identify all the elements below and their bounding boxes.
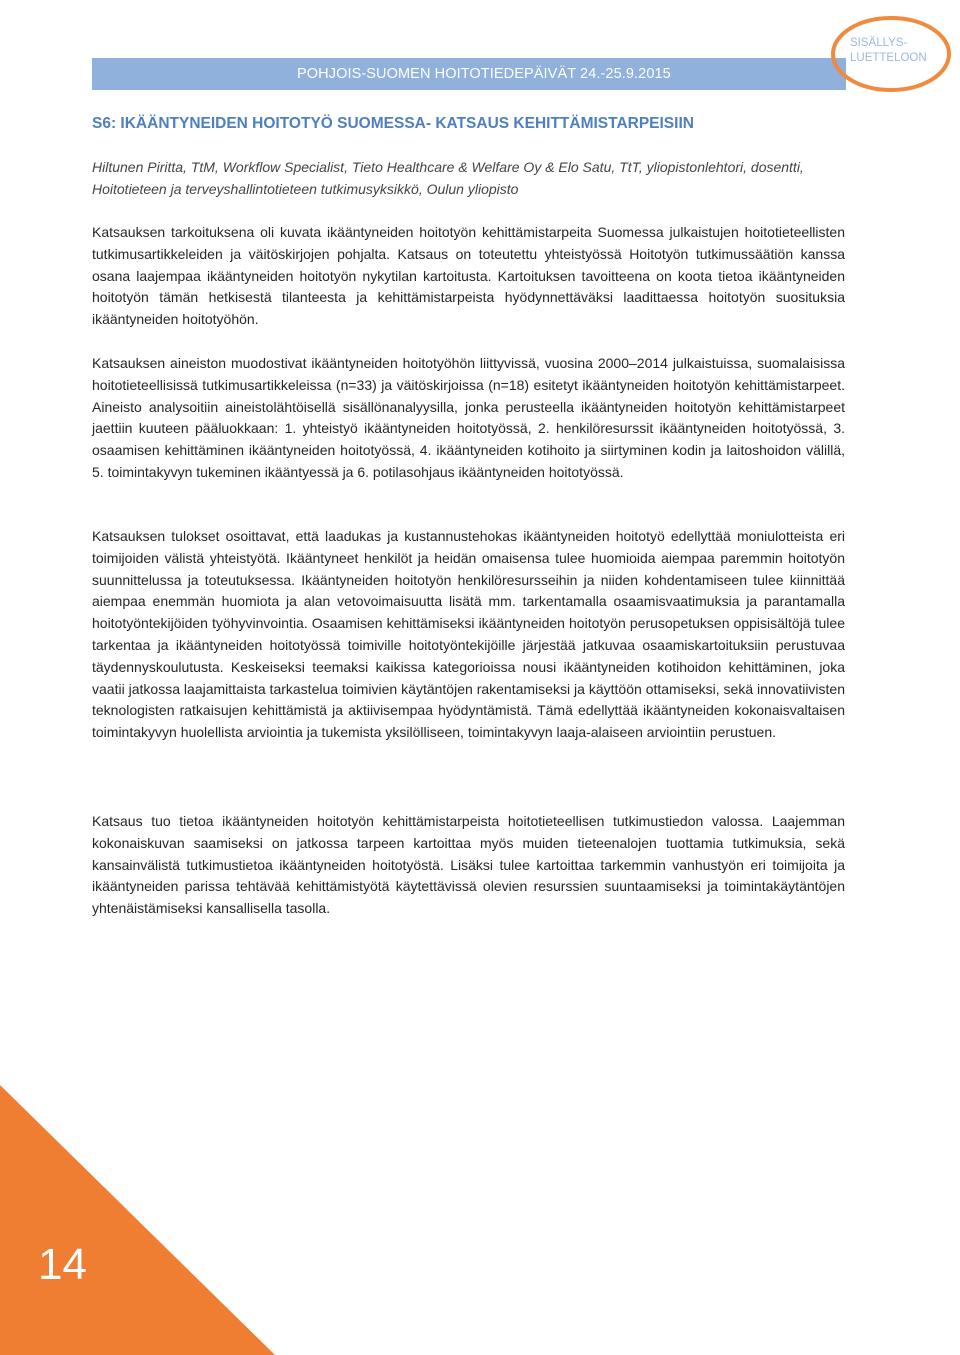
paragraph-3-text: Katsauksen tulokset osoittavat, että laadukas ja kustannustehokas ikääntyneiden hoitotyö edellyttää moniulotteista eri toimijoiden välistä yhteistyötä. Ikääntyneet henkilöt ja heidän omaisensa tulee huomioida aiempaa paremmin hoitotyön suunnittelussa ja toteutuksessa. Ikääntyneiden hoitotyön henkilöresursseihin ja niiden kohdentamiseen tulee kiinnittää aiempaa enemmän huomiota ja alan vetovoimaisuutta lisätä mm. tarkentamalla osaamisvaatimuksia ja parantamalla hoitotyöntekijöiden työhyvinvointia. Osaamisen kehittämiseksi ikääntyneiden hoitotyön perusopetuksen oppisisältöjä tulee tarkentaa ja ikääntyneiden hoitotyössä toimiville hoitotyöntekijöille järjestää jatkuvaa osaamiskartoituksiin perustuvaa täydennyskoulutusta. Keskeiseksi teemaksi kaikissa kategorioissa nousi ikääntyneiden kotihoidon kehittäminen, joka vaatii jatkossa laajamittaista tarkastelua toimivien käytäntöjen rakentamiseksi ja käyttöön ottamiseksi, sekä innovatiivisten teknologisten ratkaisujen kehittämistä ja aktiivisempaa hyödyntämistä. Tämä edellyttää ikääntyneiden kokonaisvaltaisen toimintakyvyn huolellista arviointia ja tukemista yksilölliseen, toimintakyvyn laaja-alaiseen arviointiin perustuen. <box>92 528 845 741</box>
paragraph-1 <box>92 222 845 331</box>
author-affiliations: Hiltunen Piritta, TtM, Workflow Specialist, Tieto Healthcare & Welfare Oy & Elo Satu, TtT, yliopistonlehtori, dosentti, Hoitotieteen ja terveyshallintotieteen tutkimusyksikkö, Oulun yliopisto <box>92 159 804 197</box>
toc-label <box>850 36 927 66</box>
paragraph-4 <box>92 811 845 920</box>
conference-title: POHJOIS-SUOMEN HOITOTIEDEPÄIVÄT 24.-25.9.2015 <box>297 66 671 82</box>
table-of-contents-link[interactable] <box>830 14 952 94</box>
paragraph-1-text: Katsauksen tarkoituksena oli kuvata ikääntyneiden hoitotyön kehittämistarpeita Suomessa julkaistujen hoitotieteellisten tutkimusartikkeleiden ja väitöskirjojen pohjalta. Katsaus on toteutettu yhteistyössä Hoitotyön tutkimussäätiön kanssa osana laajempaa ikääntyneiden hoitotyön nykytilan kartoitusta. Kartoituksen tavoitteena on koota tietoa ikääntyneiden hoitotyön tämän hetkisestä tilanteesta ja kehittämistarpeista hyödynnettäväksi laadittaessa hoitotyön suosituksia ikääntyneiden hoitotyöhön. <box>92 224 845 328</box>
section-title: S6: IKÄÄNTYNEIDEN HOITOTYÖ SUOMESSA- KATSAUS KEHITTÄMISTARPEISIIN <box>92 115 694 132</box>
page-number: 14 <box>38 1240 87 1289</box>
orange-corner-decoration <box>0 1085 280 1355</box>
paragraph-2 <box>92 353 845 484</box>
paragraph-2-text: Katsauksen aineiston muodostivat ikääntyneiden hoitotyöhön liittyvissä, vuosina 2000–2014 julkaistuissa, suomalaisissa hoitotieteellisissä tutkimusartikkeleissa (n=33) ja väitöskirjoissa (n=18) esitetyt ikääntyneiden hoitotyön kehittämistarpeet. Aineisto analysoitiin aineistolähtöisellä sisällönanalyysilla, jonka perusteella ikääntyneiden hoitotyön kehittämistarpeet jaettiin kuuteen pääluokkaan: 1. yhteistyö ikääntyneiden hoitotyössä, 2. henkilöresurssit ikääntyneiden hoitotyössä, 3. osaamisen kehittäminen ikääntyneiden hoitotyössä, 4. ikääntyneiden kotihoito ja siirtyminen kodin ja laitoshoidon välillä, 5. toimintakyvyn tukeminen ikääntyessä ja 6. potilasohjaus ikääntyneiden hoitotyössä. <box>92 355 845 480</box>
paragraph-3 <box>92 526 845 744</box>
toc-label-line2: LUETTELOON <box>850 52 927 64</box>
paragraph-4-text: Katsaus tuo tietoa ikääntyneiden hoitotyön kehittämistarpeista hoitotieteellisen tutkimustiedon valossa. Laajemman kokonaiskuvan saamiseksi on jatkossa tarpeen kartoittaa myös muiden tieteenalojen tuottamia tutkimuksia, sekä kansainvälistä tutkimustietoa ikääntyneiden hoitotyöstä. Lisäksi tulee kartoittaa tarkemmin vanhustyön eri toimijoita ja ikääntyneiden parissa tehtävää kehittämistyötä käytettävissä olevien resurssien suuntaamiseksi ja toimintakäytäntöjen yhtenäistämiseksi kansallisella tasolla. <box>92 813 845 917</box>
toc-label-line1: SISÄLLYS- <box>850 37 908 49</box>
